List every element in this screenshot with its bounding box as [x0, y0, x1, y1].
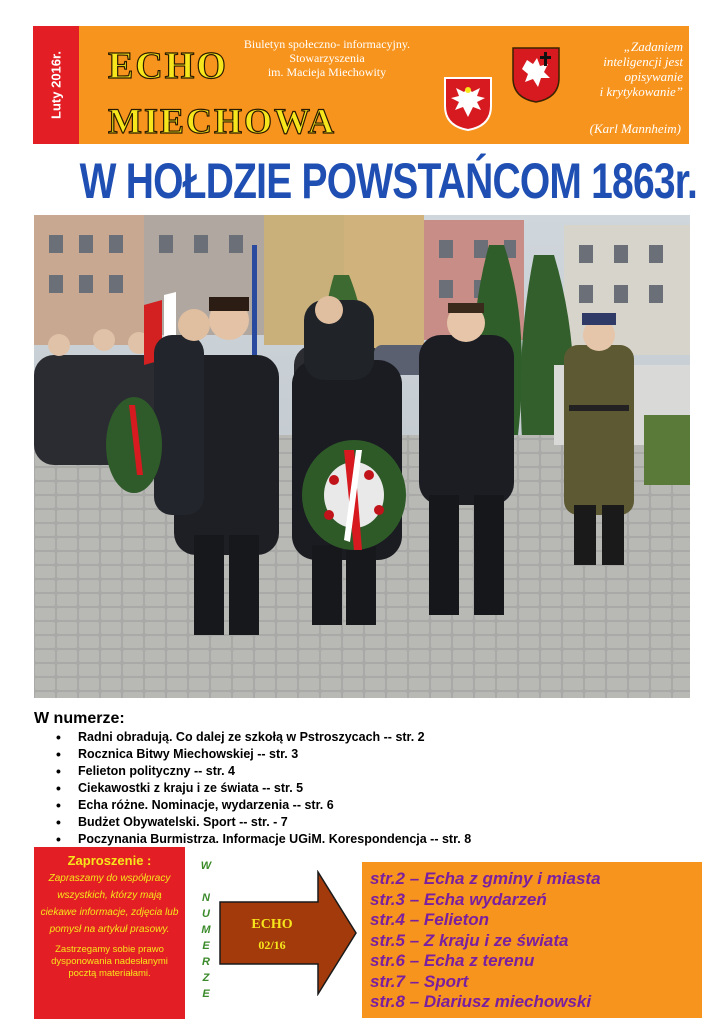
page-index-item: str.8 – Diariusz miechowski	[370, 992, 592, 1011]
contents-item: • Rocznica Bitwy Miechowskiej -- str. 3	[56, 746, 471, 763]
quote-line: i krytykowanie”	[599, 84, 683, 99]
page-index-item: str.4 – Felieton	[370, 910, 490, 929]
vertical-letter: N	[202, 892, 210, 904]
quote-author: (Karl Mannheim)	[589, 121, 681, 136]
bulletin-line: im. Macieja Miechowity	[267, 65, 387, 79]
contents-item: • Radni obradują. Co dalej ze szkołą w Pstroszycach -- str. 2	[56, 729, 471, 746]
contents-heading: W numerze:	[34, 710, 125, 727]
page-index-item: str.6 – Echa z terenu	[370, 951, 535, 970]
invitation-title: Zaproszenie :	[67, 853, 152, 868]
arrow-right-icon	[218, 870, 358, 996]
invitation-body: Zapraszamy do współpracy wszystkich, którzy mają ciekawe informacje, zdjęcia lub pomysł na artykuł prasowy.	[40, 873, 179, 935]
vertical-letter: W	[200, 860, 212, 872]
invitation-box	[34, 847, 185, 1019]
quote-line: opisywanie	[624, 69, 683, 84]
vertical-letter: E	[202, 988, 210, 1000]
page-index-item: str.3 – Echa wydarzeń	[370, 889, 547, 909]
page-index-item: str.5 – Z kraju i ze świata	[370, 930, 569, 950]
vertical-letter: M	[201, 924, 211, 936]
invitation-note: Zastrzegamy sobie prawo dysponowania nadesłanymi pocztą materiałami.	[51, 944, 168, 979]
contents-item: • Poczynania Burmistrza. Informacje UGiM. Korespondencja -- str. 8	[56, 831, 471, 848]
arrow-issue-number: 02/16	[258, 938, 286, 952]
ceremony-photo	[34, 215, 690, 698]
issue-date: Luty 2016r.	[48, 51, 64, 119]
vertical-letter	[198, 874, 214, 890]
page-index-item: str.2 – Echa z gminy i miasta	[370, 869, 601, 888]
vertical-in-issue-label	[198, 858, 214, 1002]
brand-miechowa: MIECHOWA	[108, 101, 337, 141]
issue-date-strip	[33, 26, 79, 144]
bulletin-description	[222, 37, 432, 79]
pages-index-box	[362, 862, 702, 1018]
contents-list	[56, 729, 471, 848]
vertical-letter: U	[202, 908, 210, 920]
contents-item: • Ciekawostki z kraju i ze świata -- str. 5	[56, 780, 471, 797]
arrow-echo-label: ECHO	[251, 917, 293, 932]
vertical-letter: R	[202, 956, 210, 968]
contents-item: • Felieton polityczny -- str. 4	[56, 763, 471, 780]
miechow-crest-icon	[511, 46, 561, 104]
contents-item: • Budżet Obywatelski. Sport -- str. - 7	[56, 814, 471, 831]
bulletin-line: Stowarzyszenia	[289, 51, 365, 65]
bulletin-line: Biuletyn społeczno- informacyjny.	[243, 37, 411, 51]
epigraph-quote	[565, 39, 683, 99]
contents-item: • Echa różne. Nominacje, wydarzenia -- str. 6	[56, 797, 471, 814]
quote-line: inteligencji jest	[603, 54, 683, 69]
vertical-letter: Z	[202, 972, 210, 984]
vertical-letter: E	[202, 940, 210, 952]
headline: W HOŁDZIE POWSTAŃCOM 1863r.	[79, 153, 698, 209]
brand-echo: ECHO	[108, 45, 228, 87]
quote-line: „Zadaniem	[623, 39, 683, 54]
eagle-crest-icon	[443, 76, 493, 132]
page-index-item: str.7 – Sport	[370, 971, 469, 991]
